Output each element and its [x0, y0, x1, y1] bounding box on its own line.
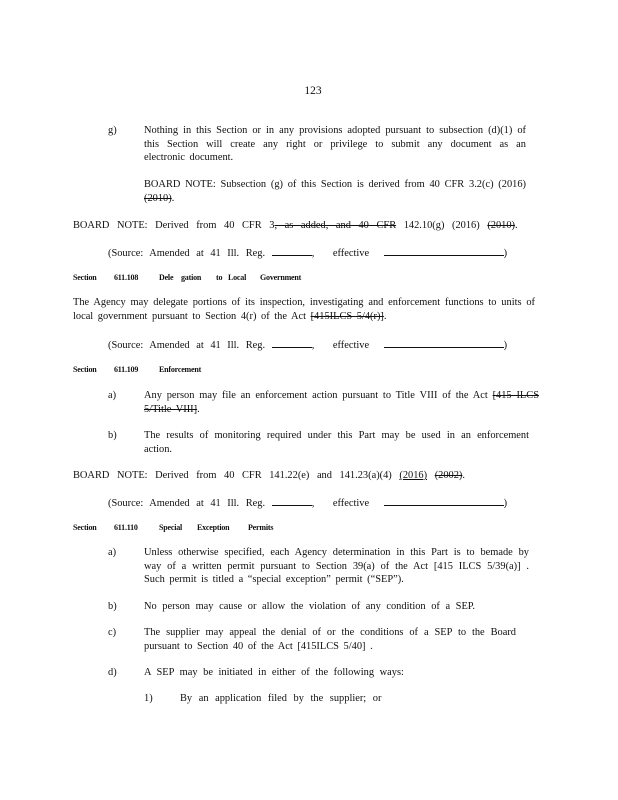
section-heading: Section 611.108 Dele gation to Local Government: [73, 273, 302, 282]
subsection-text: By an application filed by the supplier; or: [180, 693, 382, 704]
subsection-label: b): [108, 430, 117, 441]
blank-field: [272, 495, 312, 506]
subsection-label: c): [108, 627, 117, 638]
subsection-label: a): [108, 390, 117, 401]
deleted-text: [415 ILCS 5/Title VIII]: [144, 390, 539, 415]
deleted-text: [415ILCS 5/4(r)]: [310, 310, 384, 322]
page-number: 123: [304, 85, 322, 97]
subsection-label: b): [108, 601, 117, 612]
subsection-text: The results of monitoring required under this Part may be used in an enforcement action.: [144, 430, 529, 455]
blank-field: [384, 337, 504, 348]
deleted-text: (2010): [144, 192, 172, 204]
section-heading: Section 611.110 Special Exception Permits: [73, 523, 274, 532]
deleted-text: (2010): [487, 220, 516, 231]
blank-field: [272, 337, 312, 348]
subsection-text: No person may cause or allow the violation of any condition of a SEP.: [144, 601, 476, 612]
board-note: BOARD NOTE: Subsection (g) of this Section is derived from 40 CFR 3.2(c) (2016) (2010).: [144, 179, 526, 204]
board-note: BOARD NOTE: Derived from 40 CFR 141.22(e) and 141.23(a)(4) (2016) (2002).: [73, 470, 465, 481]
subsection-text: Unless otherwise specified, each Agency determination in this Part is to bemade by way of a written permit pursuant to Section 39(a) of the Act [415 ILCS 5/39(a)] . Such permit is titled a “special exception” permit (“SEP”).: [144, 547, 529, 585]
added-text: (2016): [399, 470, 428, 481]
subsection-text: Any person may file an enforcement action pursuant to Title VIII of the Act [415 ILCS 5/Title VIII].: [144, 390, 539, 415]
subsection-label: d): [108, 667, 117, 678]
deleted-text: , as added, and 40 CFR: [274, 220, 397, 231]
subsection-text: A SEP may be initiated in either of the following ways:: [144, 667, 404, 678]
subsection-text: The supplier may appeal the denial of or the conditions of a SEP to the Board pursuant to Section 40 of the Act [415ILCS 5/40] .: [144, 627, 516, 652]
board-note: BOARD NOTE: Derived from 40 CFR 3, as added, and 40 CFR 142.10(g) (2016) (2010).: [73, 220, 518, 231]
paragraph: The Agency may delegate portions of its inspection, investigating and enforcement functions to units of local government pursuant to Section 4(r) of the Act [415ILCS 5/4(r)].: [73, 297, 535, 322]
source-line: (Source: Amended at 41 Ill. Reg. , effective ): [108, 495, 507, 511]
subsection-label: 1): [144, 693, 153, 704]
source-line: (Source: Amended at 41 Ill. Reg. , effective ): [108, 337, 507, 353]
subsection-label: g): [108, 125, 117, 136]
blank-field: [384, 495, 504, 506]
blank-field: [272, 245, 312, 256]
source-line: (Source: Amended at 41 Ill. Reg. , effective ): [108, 245, 507, 261]
section-heading: Section 611.109 Enforcement: [73, 365, 202, 374]
subsection-text: Nothing in this Section or in any provisions adopted pursuant to subsection (d)(1) of this Section will create any right or privilege to submit any document as an electronic document.: [144, 125, 526, 163]
subsection-label: a): [108, 547, 117, 558]
deleted-text: (2002): [434, 470, 463, 481]
blank-field: [384, 245, 504, 256]
